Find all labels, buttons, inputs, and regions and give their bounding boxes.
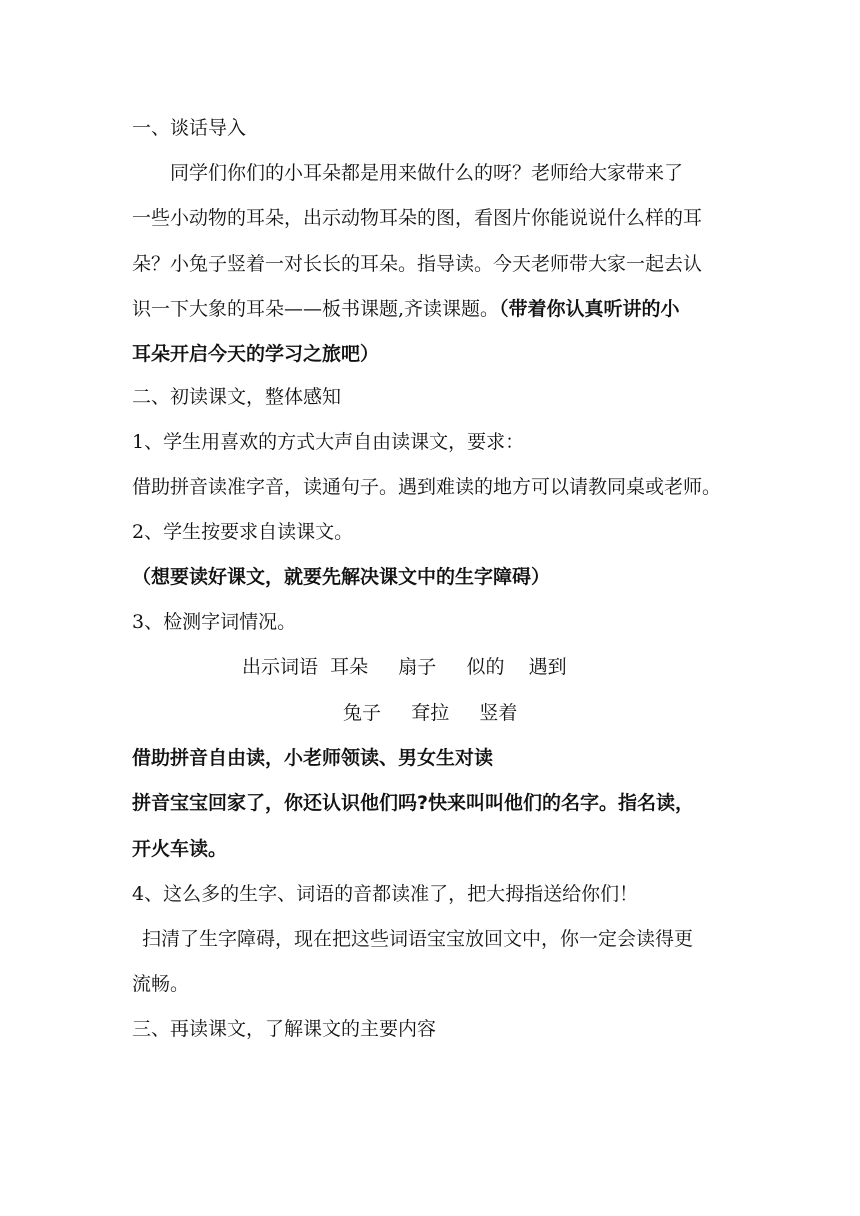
emphasis-line: 借助拼音自由读，小老师领读、男女生对读: [132, 747, 494, 769]
section-heading-1: 一、谈话导入: [132, 117, 247, 139]
paragraph-line: 朵？小兔子竖着一对长长的耳朵。指导读。今天老师带大家一起去认: [132, 253, 703, 275]
emphasis-line: 拼音宝宝回家了，你还认识他们吗?快来叫叫他们的名字。指名读，: [132, 792, 695, 814]
paragraph-line: 一些小动物的耳朵，出示动物耳朵的图，看图片你能说说什么样的耳: [132, 207, 703, 229]
list-item-detail: 借助拼音读准字音，读通句子。遇到难读的地方可以请教同桌或老师。: [132, 476, 722, 498]
list-item: 1、学生用喜欢的方式大声自由读课文，要求：: [132, 431, 525, 453]
list-item: 2、学生按要求自读课文。: [132, 521, 354, 543]
word-list-row: 兔子 耷拉 竖着: [343, 702, 518, 724]
paragraph-line: 同学们你们的小耳朵都是用来做什么的呀？老师给大家带来了: [170, 162, 684, 184]
emphasis-text: （带着你认真听讲的小: [499, 298, 680, 320]
list-item: 4、这么多的生字、词语的音都读准了，把大拇指送给你们！: [132, 883, 639, 905]
emphasis-line: （想要读好课文，就要先解决课文中的生字障碍）: [132, 566, 551, 588]
paragraph-line: 扫清了生字障碍，现在把这些词语宝宝放回文中，你一定会读得更: [142, 928, 694, 950]
word-list-row: 出示词语 耳朵 扇子 似的 遇到: [242, 656, 567, 678]
section-heading-2: 二、初读课文，整体感知: [132, 386, 342, 408]
paragraph-line: 流畅。: [132, 973, 190, 995]
section-heading-3: 三、再读课文，了解课文的主要内容: [132, 1018, 437, 1040]
paragraph-line: [132, 296, 680, 322]
paragraph-text: 识一下大象的耳朵——板书课题,齐读课题。: [132, 298, 500, 320]
list-item: 3、检测字词情况。: [132, 611, 297, 633]
emphasis-line: 开火车读。: [132, 838, 228, 860]
emphasis-line: 耳朵开启今天的学习之旅吧）: [132, 343, 380, 365]
